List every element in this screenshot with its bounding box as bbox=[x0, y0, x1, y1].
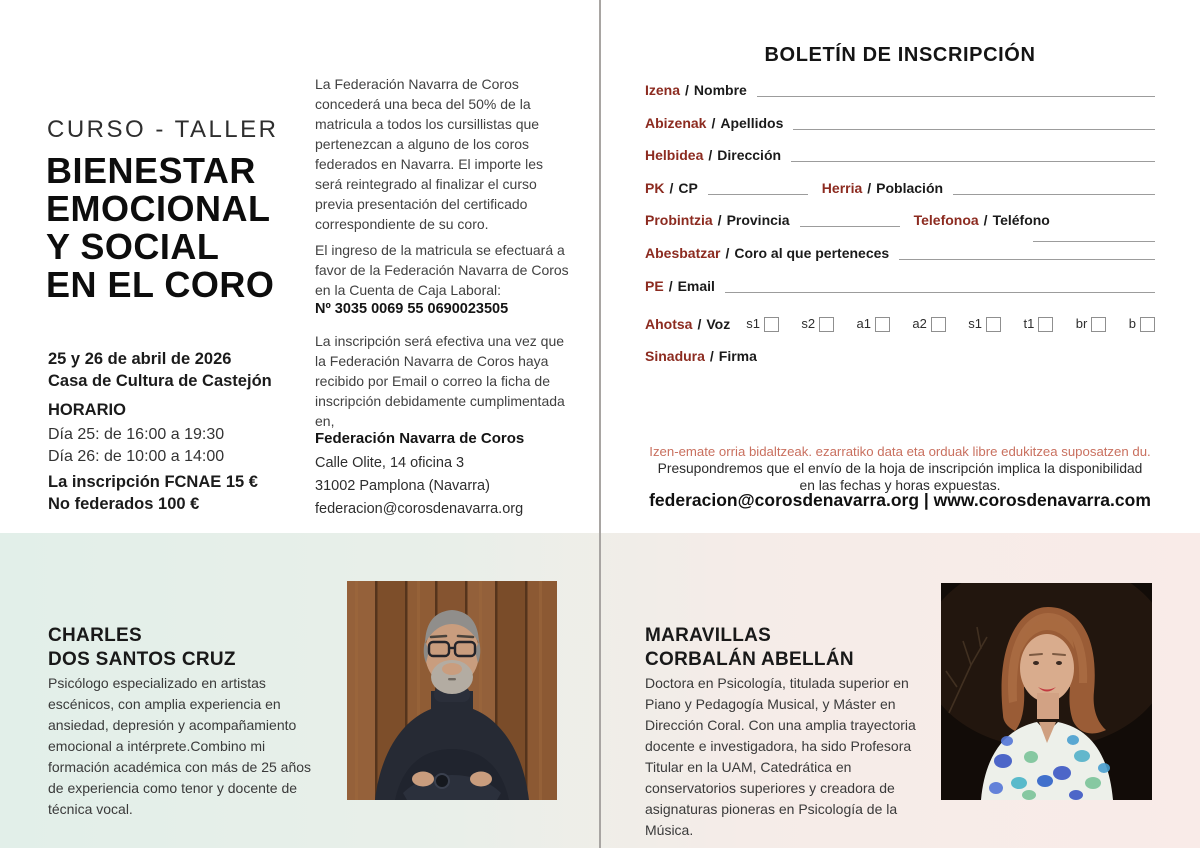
firma-label: Sinadura / Firma bbox=[645, 348, 757, 364]
bank-account-number: Nº 3035 0069 55 0690023505 bbox=[315, 301, 509, 317]
form-title: BOLETÍN DE INSCRIPCIÓN bbox=[764, 44, 1036, 66]
nombre-label: Izena / Nombre bbox=[645, 82, 747, 98]
poblacion-label: Herria / Población bbox=[821, 180, 944, 196]
availability-note-line-2: en las fechas y horas expuestas. bbox=[799, 477, 1001, 493]
voice-checkbox-s1b[interactable] bbox=[986, 317, 1001, 332]
form-field-firma bbox=[645, 344, 1155, 364]
presenter-1-name-line-1: CHARLES bbox=[48, 625, 142, 646]
voice-checkbox-b[interactable] bbox=[1140, 317, 1155, 332]
voice-option-s1b: s1 bbox=[968, 316, 1001, 332]
course-kicker: CURSO - TALLER bbox=[47, 116, 279, 143]
voice-checkbox-br[interactable] bbox=[1091, 317, 1106, 332]
course-date: 25 y 26 de abril de 2026 bbox=[48, 350, 232, 368]
apellidos-label: Abizenak / Apellidos bbox=[645, 115, 784, 131]
provincia-input-line[interactable] bbox=[800, 225, 900, 227]
voice-checkbox-s1[interactable] bbox=[764, 317, 779, 332]
course-title-line-2: EMOCIONAL bbox=[46, 188, 271, 229]
voice-option-b: b bbox=[1129, 316, 1155, 332]
price-block bbox=[48, 472, 258, 515]
federation-email: federacion@corosdenavarra.org bbox=[315, 501, 524, 517]
schedule-day-2: Día 26: de 10:00 a 14:00 bbox=[48, 447, 225, 465]
cp-label: PK / CP bbox=[645, 180, 698, 196]
address-line-1: Calle Olite, 14 oficina 3 bbox=[315, 455, 465, 471]
federation-name: Federación Navarra de Coros bbox=[315, 430, 525, 447]
presenter-1-bio: Psicólogo especializado en artistas escénicos, con amplia experiencia en ansiedad, depresión y acompañamiento emocional a intérprete.Combino mi formación académica con más de 25 años de experiencia como tenor y docente de técnica vocal. bbox=[48, 675, 312, 817]
price-non-federated: No federados 100 € bbox=[48, 494, 200, 513]
direccion-input-line[interactable] bbox=[791, 160, 1155, 162]
presenter-2-name-line-1: MARAVILLAS bbox=[645, 625, 772, 646]
cp-input-line[interactable] bbox=[708, 193, 808, 195]
schedule-heading: HORARIO bbox=[48, 401, 126, 419]
email-input-line[interactable] bbox=[725, 291, 1155, 293]
poblacion-input-line[interactable] bbox=[953, 193, 1155, 195]
form-field-voz bbox=[645, 312, 1155, 332]
presenter-2-name-line-2: CORBALÁN ABELLÁN bbox=[645, 649, 854, 670]
apellidos-input-line[interactable] bbox=[793, 128, 1155, 130]
telefono-label: Telefonoa / Teléfono bbox=[913, 212, 1050, 228]
voice-option-s2: s2 bbox=[801, 316, 834, 332]
availability-note-basque: Izen-emate orria bidaltzeak. ezarratiko data eta orduak libre edukitzea suposatzen du. bbox=[649, 444, 1151, 459]
nombre-input-line[interactable] bbox=[757, 95, 1155, 97]
presenter-1-name-line-2: DOS SANTOS CRUZ bbox=[48, 649, 236, 670]
presenter-1-name bbox=[48, 624, 236, 672]
voice-checkbox-s2[interactable] bbox=[819, 317, 834, 332]
availability-note-line-1: Presupondremos que el envío de la hoja de inscripción implica la disponibilidad bbox=[657, 461, 1143, 476]
voice-option-t1: t1 bbox=[1023, 316, 1053, 332]
form-field-direccion bbox=[645, 143, 1155, 163]
form-field-coro bbox=[645, 241, 1155, 261]
course-title-line-4: EN EL CORO bbox=[46, 264, 275, 305]
registration-paragraph: La inscripción será efectiva una vez que la Federación Navarra de Coros haya recibido por Email o correo la ficha de inscripción debidamente cumplimentada en, bbox=[315, 333, 565, 429]
form-field-nombre bbox=[645, 78, 1155, 98]
voice-option-a2: a2 bbox=[912, 316, 945, 332]
voice-checkbox-a2[interactable] bbox=[931, 317, 946, 332]
voice-option-a1: a1 bbox=[857, 316, 890, 332]
contact-email-web: federacion@corosdenavarra.org | www.corosdenavarra.com bbox=[649, 490, 1151, 510]
schedule-day-1: Día 25: de 16:00 a 19:30 bbox=[48, 426, 225, 443]
form-field-email bbox=[645, 274, 1155, 294]
voice-option-br: br bbox=[1076, 316, 1107, 332]
payment-paragraph: El ingreso de la matricula se efectuará a favor de la Federación Navarra de Coros en la Cuenta de Caja Laboral: bbox=[315, 242, 569, 298]
scholarship-paragraph: La Federación Navarra de Coros concederá una beca del 50% de la matricula a todos los cursillistas que pertenezcan a alguno de los coros federados en Navarra. El importe les será reintegrado al finalizar el curso previa presentación del certificado correspondiente de su coro. bbox=[315, 76, 543, 232]
form-field-cp-poblacion bbox=[645, 176, 1155, 196]
price-federated: La inscripción FCNAE 15 € bbox=[48, 473, 258, 491]
direccion-label: Helbidea / Dirección bbox=[645, 147, 782, 163]
course-title-line-1: BIENESTAR bbox=[46, 150, 256, 191]
coro-label: Abesbatzar / Coro al que perteneces bbox=[645, 245, 890, 261]
course-title-line-3: Y SOCIAL bbox=[46, 226, 220, 267]
presenter-2-photo bbox=[941, 583, 1152, 800]
provincia-label: Probintzia / Provincia bbox=[645, 212, 790, 228]
center-divider bbox=[599, 0, 601, 848]
voice-checkbox-t1[interactable] bbox=[1038, 317, 1053, 332]
schedule-days bbox=[48, 424, 224, 467]
voice-options bbox=[746, 316, 1155, 332]
course-venue: Casa de Cultura de Castejón bbox=[48, 372, 272, 390]
voice-checkbox-a1[interactable] bbox=[875, 317, 890, 332]
course-title bbox=[46, 152, 274, 304]
federation-address bbox=[315, 452, 571, 498]
address-line-2: 31002 Pamplona (Navarra) bbox=[315, 478, 490, 494]
presenter-2-name bbox=[645, 624, 854, 672]
email-label: PE / Email bbox=[645, 278, 715, 294]
coro-input-line[interactable] bbox=[899, 258, 1155, 260]
voice-option-s1: s1 bbox=[746, 316, 779, 332]
presenter-2-bio: Doctora en Psicología, titulada superior en Piano y Pedagogía Musical, y Máster en Dirección Coral. Con una amplia trayectoria docente e investigadora, ha sido Profesora Titular en la UAM, Catedrática en conservatorios superiores y creadora de asignaturas pioneras en Psicología de la Música. bbox=[645, 675, 916, 838]
form-field-apellidos bbox=[645, 111, 1155, 131]
presenter-1-photo bbox=[347, 581, 557, 800]
course-date-venue bbox=[48, 348, 272, 392]
form-field-provincia-telefono bbox=[645, 208, 1155, 228]
voz-label: Ahotsa / Voz bbox=[645, 316, 731, 332]
